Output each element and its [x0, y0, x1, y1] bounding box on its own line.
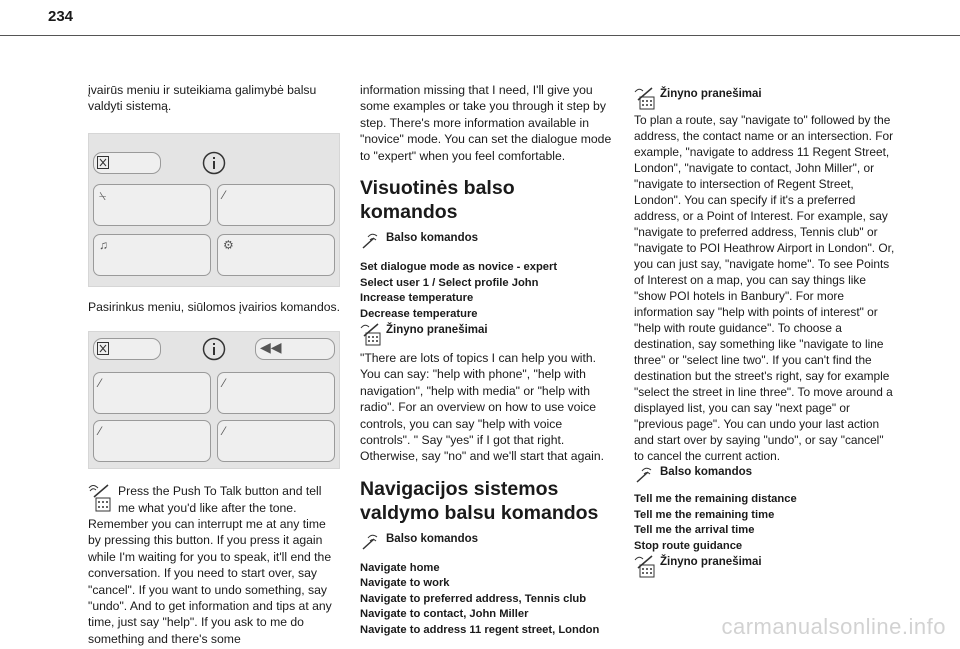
- help-message-icon: [634, 554, 660, 572]
- music-icon: ♫: [99, 237, 108, 252]
- nav-icon: ⁄: [223, 376, 226, 391]
- voice-commands-label: [360, 230, 612, 248]
- info-icon[interactable]: [202, 337, 226, 365]
- help-messages-title: Žinyno pranešimai: [660, 556, 762, 568]
- column-1: [88, 82, 340, 647]
- column-3: [634, 86, 896, 572]
- nav-command-list: [360, 561, 612, 639]
- panel2-button-3[interactable]: [93, 420, 211, 462]
- list-item: Tell me the remaining time: [634, 508, 775, 521]
- close-box-icon: [97, 156, 109, 173]
- top-rule: [0, 35, 960, 36]
- heading-nav-line2: valdymo balsu komandos: [360, 501, 599, 524]
- phone-icon: ⍀: [99, 188, 107, 203]
- list-item: Select user 1 / Select profile John: [360, 276, 539, 289]
- voice-commands-label: [634, 464, 896, 482]
- heading-nav-commands: [360, 477, 612, 525]
- close-box-icon: [97, 342, 109, 359]
- help-message-icon: [634, 86, 660, 104]
- cont-text: information missing that I need, I'll give you some examples or take you through it step by step. There's more information available in "novice" mode. You can set the dialogue mode to "expert" when you feel comfortable.: [360, 83, 612, 163]
- panel2-button-2[interactable]: [217, 372, 335, 414]
- voice-command-icon: [360, 230, 386, 248]
- navigation-icon: ⁄: [223, 187, 226, 202]
- voice-commands-title: Balso komandos: [660, 466, 753, 478]
- menu-panel-1: [88, 133, 340, 287]
- voice-commands-label-2: [360, 531, 612, 549]
- panel1-button-music[interactable]: [93, 234, 211, 276]
- settings-icon: ⚙: [223, 237, 234, 252]
- ptt-block: [88, 483, 340, 647]
- list-item: Tell me the arrival time: [634, 524, 755, 536]
- panel2-button-4[interactable]: [217, 420, 335, 462]
- panel1-button-phone[interactable]: [93, 184, 211, 226]
- watermark: carmanualsonline.info: [721, 614, 946, 639]
- help-text: "There are lots of topics I can help you with. You can say: "help with phone", "help with navigation", "help with media" or "help with radio". For an overview on how to use voice controls, you can say "help with voice controls". " Say "yes" if I got that right. Otherwise, say "no" and we'll start that again.: [360, 351, 605, 464]
- list-item: Navigate to preferred address, Tennis club: [360, 592, 587, 605]
- list-item: Navigate to contact, John Miller: [360, 608, 529, 621]
- nav-icon: ⁄: [99, 424, 102, 439]
- nav-icon: ⁄: [223, 424, 226, 439]
- list-item: Navigate to work: [360, 577, 450, 590]
- menu-panel-2: [88, 331, 340, 469]
- push-to-talk-icon: [88, 483, 112, 513]
- list-item: Set dialogue mode as novice - expert: [360, 261, 558, 274]
- help-messages-label: [360, 322, 612, 340]
- voice-command-icon: [634, 464, 660, 482]
- list-item: Tell me the remaining distance: [634, 493, 797, 505]
- nav-icon: ⁄: [99, 376, 102, 391]
- voice-commands-title: Balso komandos: [386, 232, 479, 245]
- global-command-list: [360, 260, 612, 322]
- page-number: 234: [48, 8, 74, 25]
- panel1-button-settings[interactable]: [217, 234, 335, 276]
- panel2-button-1[interactable]: [93, 372, 211, 414]
- list-item: Navigate to address 11 regent street, London: [360, 623, 600, 636]
- ptt-text: Press the Push To Talk button and tell me what you'd like after the tone. Remember you can interrupt me at any time by pressing this button. If you press it again while I'm waiting for you to speak, it'll end the conversation. If you need to start over, say "cancel". If you want to undo something, say "undo". And to get information and tips at any time, just say "help". If you ask to me do something and there's some: [88, 484, 332, 646]
- list-item: Stop route guidance: [634, 539, 743, 552]
- help-messages-title: Žinyno pranešimai: [660, 88, 762, 100]
- route-help-text: To plan a route, say "navigate to" followed by the address, the contact name or an intersection. For example, "navigate to address 11 Regent Street, London", "navigate to contact, John Miller", or "navigate to intersection of Regent Street, London". You can specify if it's a preferred address, or a Point of Interest. For example, say "navigate to preferred address, Tennis club" or "navigate to POI Heathrow Airport in London". Or, you can just say, "navigate home". To see Points of Interest on a map, you can say things like "show POI hotels in Banbury". For more information say "help with points of interest" or "help with route guidance". To choose a destination, say something like "navigate to line three" or "select line two". If you can't find the destination but the street's right, say for example "select the street in line three". To move around a displayed list, you can say "next page" or "previous page". You can undo your last action and start over by saying "undo", or say "cancel" to cancel the current action.: [634, 113, 895, 463]
- panel1-button-nav[interactable]: [217, 184, 335, 226]
- help-messages-label: [634, 86, 896, 104]
- list-item: Navigate home: [360, 561, 440, 574]
- info-icon[interactable]: [202, 151, 226, 179]
- voice-commands-title: Balso komandos: [386, 532, 479, 545]
- intro-text: įvairūs meniu ir suteikiama galimybė balsu valdyti sistemą.: [88, 83, 317, 114]
- heading-nav-line1: Navigacijos sistemos: [360, 477, 559, 500]
- column-2: [360, 82, 612, 638]
- heading-global-commands: Visuotinės balso komandos: [360, 177, 515, 224]
- route-command-list: [634, 492, 896, 554]
- help-message-icon: [360, 322, 386, 340]
- voice-command-icon: [360, 531, 386, 549]
- menu-caption: Pasirinkus meniu, siūlomos įvairios komandos.: [88, 299, 340, 314]
- list-item: Increase temperature: [360, 292, 474, 305]
- back-icon: ◀◀: [260, 339, 282, 356]
- help-messages-title: Žinyno pranešimai: [386, 324, 488, 337]
- list-item: Decrease temperature: [360, 307, 478, 320]
- help-messages-label-2: [634, 554, 896, 572]
